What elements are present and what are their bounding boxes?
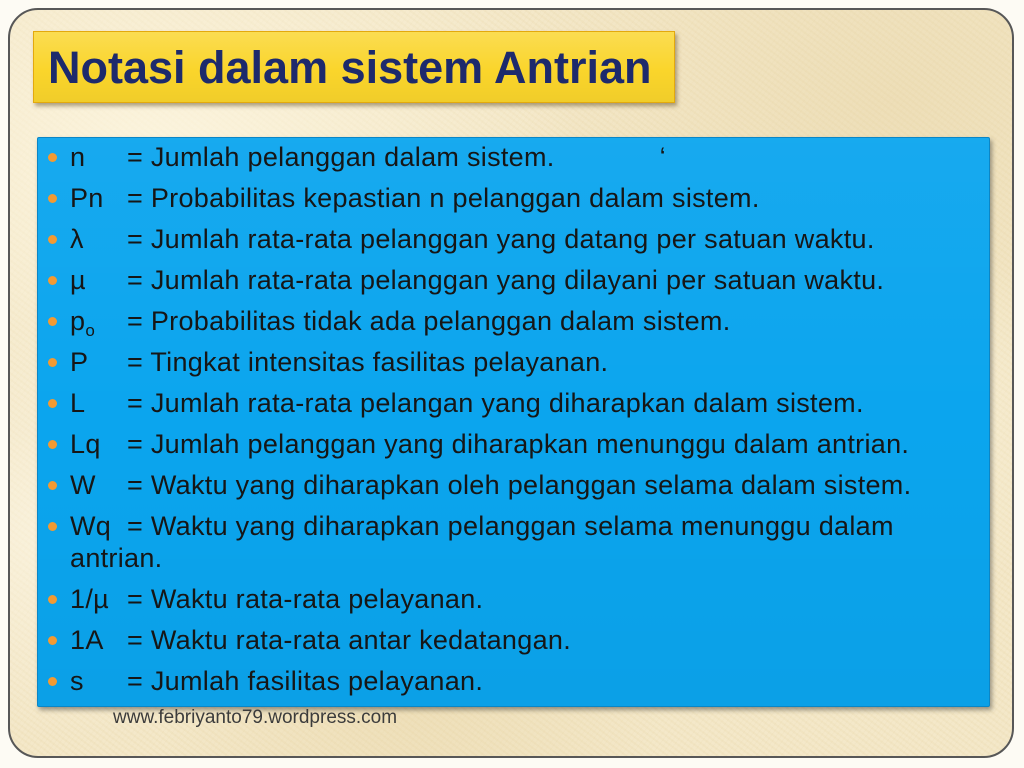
- notation-description: = Probabilitas tidak ada pelanggan dalam sistem.: [127, 306, 731, 336]
- notation-symbol: Wq: [70, 511, 112, 541]
- bullet-icon: [48, 595, 57, 604]
- list-item: [70, 182, 974, 214]
- notation-description: = Jumlah rata-rata pelanggan yang datang per satuan waktu.: [127, 224, 875, 254]
- notation-description: = Tingkat intensitas fasilitas pelayanan.: [127, 347, 609, 377]
- notation-description: = Jumlah fasilitas pelayanan.: [127, 666, 484, 696]
- list-item: [70, 428, 974, 460]
- bullet-icon: [48, 677, 57, 686]
- list-item: [70, 469, 974, 501]
- list-item: [70, 387, 974, 419]
- notation-description: = Waktu rata-rata pelayanan.: [127, 584, 484, 614]
- notation-description: = Jumlah pelanggan dalam sistem.: [127, 142, 555, 172]
- notation-symbol: 1A: [70, 625, 104, 655]
- bullet-icon: [48, 522, 57, 531]
- notation-symbol: P: [70, 347, 89, 377]
- list-item: [70, 305, 974, 340]
- list-item: [70, 624, 974, 656]
- notation-symbol: 1/µ: [70, 584, 109, 614]
- slide-title: Notasi dalam sistem Antrian: [48, 41, 652, 93]
- bullet-icon: [48, 440, 57, 449]
- notation-symbol: λ: [70, 224, 84, 254]
- footer-url: www.febriyanto79.wordpress.com: [113, 707, 398, 728]
- notation-description: = Waktu yang diharapkan oleh pelanggan selama dalam sistem.: [127, 470, 912, 500]
- bullet-icon: [48, 399, 57, 408]
- notation-symbol: Pn: [70, 183, 104, 213]
- list-item: [70, 141, 974, 173]
- bullet-icon: [48, 481, 57, 490]
- notation-symbol: µ: [70, 265, 86, 295]
- symbol-text: p: [70, 306, 86, 336]
- notation-symbol: Lq: [70, 429, 101, 459]
- notation-symbol: L: [70, 388, 86, 418]
- bullet-icon: [48, 276, 57, 285]
- title-box: [33, 31, 675, 103]
- bullet-icon: [48, 235, 57, 244]
- notation-symbol: s: [70, 666, 84, 696]
- notation-symbol: [70, 305, 127, 340]
- list-item: [70, 583, 974, 615]
- bullet-icon: [48, 358, 57, 367]
- notation-list: [38, 138, 989, 697]
- notation-description: = Probabilitas kepastian n pelanggan dalam sistem.: [127, 183, 760, 213]
- notation-description: = Jumlah rata-rata pelanggan yang dilayani per satuan waktu.: [127, 265, 885, 295]
- notation-description: = Waktu yang diharapkan pelanggan selama menunggu dalam antrian.: [70, 511, 894, 573]
- notation-symbol: W: [70, 470, 96, 500]
- notation-description: = Waktu rata-rata antar kedatangan.: [127, 625, 572, 655]
- notation-symbol: n: [70, 142, 86, 172]
- bullet-icon: [48, 636, 57, 645]
- list-item: [70, 665, 974, 697]
- content-panel: [37, 137, 990, 707]
- list-item: [70, 264, 974, 296]
- notation-description: = Jumlah pelanggan yang diharapkan menunggu dalam antrian.: [127, 429, 910, 459]
- list-item: [70, 223, 974, 255]
- bullet-icon: [48, 194, 57, 203]
- bullet-icon: [48, 153, 57, 162]
- notation-description: = Jumlah rata-rata pelangan yang diharapkan dalam sistem.: [127, 388, 864, 418]
- stray-mark: ‘: [659, 142, 666, 172]
- list-item: [70, 346, 974, 378]
- symbol-subscript: o: [85, 321, 96, 340]
- list-item: [70, 510, 974, 574]
- bullet-icon: [48, 317, 57, 326]
